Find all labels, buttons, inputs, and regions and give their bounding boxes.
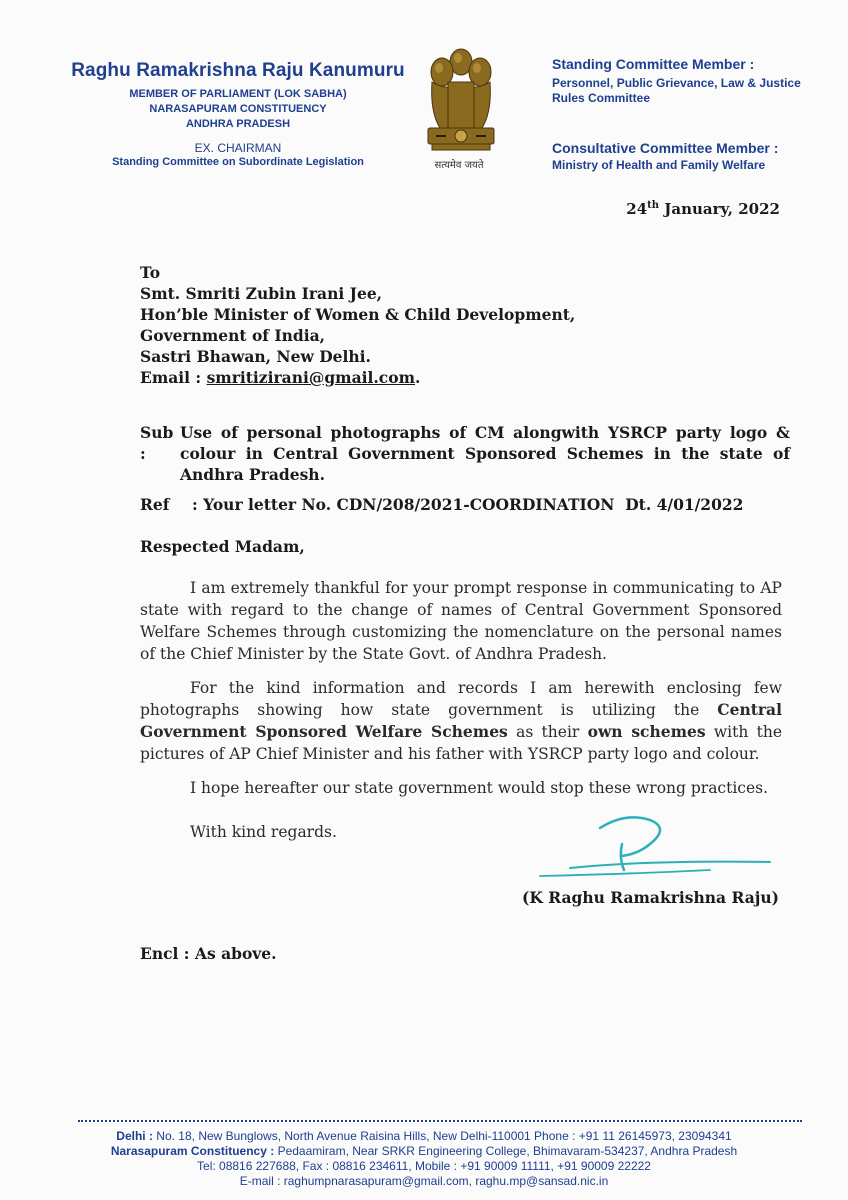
national-emblem-icon (418, 42, 504, 172)
subject-text: Use of personal photographs of CM alongwith YSRCP party logo & colour in Central Government Sponsored Schemes in the state of Andhra Pradesh. (180, 423, 790, 484)
consultative-committee-line: Ministry of Health and Family Welfare (552, 158, 766, 172)
address-to: To (140, 263, 161, 282)
recipient-name: Smt. Smriti Zubin Irani Jee, (140, 284, 383, 303)
recipient-email-link[interactable]: smritizirani@gmail.com (206, 368, 415, 387)
signature-scribble (500, 810, 780, 890)
standing-committee-line2: Rules Committee (552, 91, 651, 105)
footer-delhi-address: Delhi : No. 18, New Bunglows, North Avenue Raisina Hills, New Delhi-110001 Phone : +91 11 26145973, 23094341 (116, 1129, 732, 1143)
footer-telephone: Tel: 08816 227688, Fax : 08816 234611, Mobile : +91 90009 11111, +91 90009 22222 (197, 1159, 651, 1173)
reference-block (140, 495, 790, 514)
standing-committee-line1: Personnel, Public Grievance, Law & Justice (552, 76, 801, 90)
recipient-organization: Government of India, (140, 326, 326, 345)
reference-text: : Your letter No. CDN/208/2021-COORDINATION Dt. 4/01/2022 (192, 495, 744, 514)
consultative-committee-title: Consultative Committee Member : (552, 140, 779, 156)
footer-email: E-mail : raghumpnarasapuram@gmail.com, raghu.mp@sansad.nic.in (239, 1174, 609, 1188)
sender-committee: Standing Committee on Subordinate Legislation (112, 156, 364, 168)
emblem-motto: सत्यमेव जयते (434, 160, 484, 171)
salutation: Respected Madam, (140, 537, 305, 556)
paragraph-3: I hope hereafter our state government would stop these wrong practices. (190, 779, 769, 797)
signer-name: (K Raghu Ramakrishna Raju) (522, 888, 779, 907)
sender-name: Raghu Ramakrishna Raju Kanumuru (71, 60, 405, 81)
standing-committee-title: Standing Committee Member : (552, 56, 755, 72)
footer-constituency-address: Narasapuram Constituency : Pedaamiram, Near SRKR Engineering College, Bhimavaram-534237, Andhra Pradesh (110, 1144, 738, 1158)
sender-ex-role: EX. CHAIRMAN (194, 141, 282, 155)
recipient-address: Sastri Bhawan, New Delhi. (140, 347, 371, 366)
paragraph-2: For the kind information and records I am herewith enclosing few photographs showing how state government is utilizing the Central Government Sponsored Welfare Schemes as their own schemes with the pictures of AP Chief Minister and his father with YSRCP party logo and colour. (140, 679, 782, 763)
recipient-title: Hon’ble Minister of Women & Child Development, (140, 305, 576, 324)
sender-title: MEMBER OF PARLIAMENT (LOK SABHA) (129, 88, 347, 100)
paragraph-1: I am extremely thankful for your prompt response in communicating to AP state with regard to the change of names of Central Government Sponsored Welfare Schemes through customizing the nomenclature on the personal names of the Chief Minister by the State Govt. of Andhra Pradesh. (140, 579, 782, 663)
subject-label: Sub : (140, 423, 174, 463)
letter-date: 24th January, 2022 (626, 200, 780, 218)
subject-block (140, 422, 790, 485)
sender-constituency: NARASAPURAM CONSTITUENCY (149, 103, 327, 115)
recipient-email-line: Email : smritizirani@gmail.com. (140, 368, 421, 387)
enclosure-note: Encl : As above. (140, 944, 277, 963)
footer-divider (78, 1120, 802, 1122)
sender-state: ANDHRA PRADESH (185, 118, 291, 130)
reference-label: Ref (140, 495, 170, 514)
closing-regards: With kind regards. (190, 823, 337, 841)
